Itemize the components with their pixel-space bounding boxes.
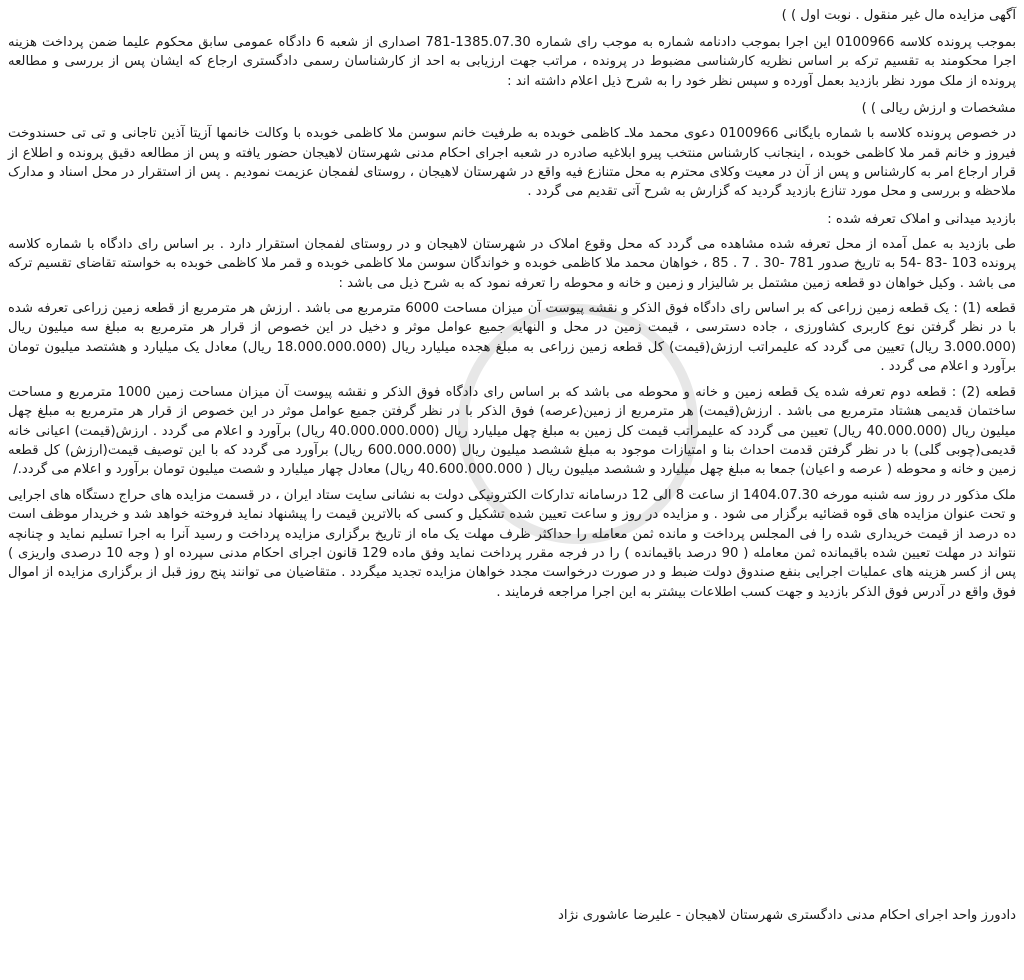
notice-title: آگهی مزایده مال غیر منقول . نوبت اول ) ) [781, 8, 1016, 23]
notice-content [8, 6, 1016, 602]
field-visit-paragraph: طی بازدید به عمل آمده از محل تعرفه شده مشاهده می گردد که محل وقوع املاک در شهرستان لاهیجان و در روستای لفمجان استقرار دارد . بر اساس رای دادگاه با شماره کلاسه پرونده 103 -83 -54 به تاریخ صدور 781 -30 . 7 . 85 ، خواهان محمد ملا کاظمی خوبده و خواندگان سوسن ملا کاظمی خوبده و قمر ملا کاظمی خوبده به خواسته تقاضای تقسیم ترکه می باشد . وکیل خواهان دو قطعه زمین مشتمل بر شالیزار و زمین و خانه و محوطه را تعرفه نمود که به شرح ذیل می باشد : [8, 236, 1017, 291]
specs-heading: مشخصات و ارزش ریالی ) ) [861, 101, 1016, 117]
parcel-2-paragraph: قطعه (2) : قطعه دوم تعرفه شده یک قطعه زمین و خانه و محوطه می باشد که بر اساس رای دادگاه فوق الذکر و نقشه پیوست آن میزان مساحت زمین 1000 مترمربع و مساحت ساختمان قدیمی هشتاد مترمربع می باشد . ارزش(قیمت) هر مترمربع از زمین(عرصه) فوق الذکر با در نظر گرفتن جمیع عوامل موثر در این خصوص از قرار هر مترمربع به مبلغ چهل میلیون ریال (40.000.000 ریال) تعیین می گردد که علیمراتب قیمت کل زمین به مبلغ چهل میلیارد ریال (40.000.000.000 ریال) برآورد و اعلام می گردد . ارزش(قیمت) اعیانی خانه قدیمی(چوبی گلی) با در نظر گرفتن قدمت احداث بنا و امتیازات موجود به مبلغ ششصد میلیون ریال (600.000.000 ریال) برآورد می گردد که با این توصیف قیمت(ارزش) کل قطعه زمین و خانه و محوطه ( عرصه و اعیان) جمعا به مبلغ چهل میلیارد و ششصد میلیون ریال ( 40.600.000.000 ریال) معادل چهار میلیارد و شصت میلیون تومان برآورد و اعلام می گردد./ [8, 384, 1016, 478]
specs-paragraph: در خصوص پرونده کلاسه با شماره بایگانی 0100966 دعوی محمد ملاـ کاظمی خوبده به طرفیت خانم سوسن ملا کاظمی خوبده با وکالت خانمها آزیتا آذین تاجانی و تی تی حسندوخت فیروز و خانم قمر ملا کاظمی خوبده ، اینجانب کارشناس منتخب پیرو ابلاغیه صادره در شعبه اجرای احکام مدنی شهرستان لاهیجان حضور یافته و پس از مطالعه دقیق پرونده و اطلاع از قرار ارجاع امر به کارشناس و پس از آن در معیت وکلای محترم به محل متنازع فیه واقع در شهرستان لاهیجان ، روستای لفمجان عزیمت نمودیم . پس از استقرار در محل اسناد و مدارک ملاحظه و بررسی و محل مورد تنازع بازدید گردید که گزارش به شرح آتی تقدیم می گردد . [8, 126, 1016, 200]
field-visit-heading: بازدید میدانی و املاک تعرفه شده : [827, 211, 1016, 227]
parcel-1-paragraph: قطعه (1) : یک قطعه زمین زراعی که بر اساس رای دادگاه فوق الذکر و نقشه پیوست آن میزان مساحت 6000 مترمربع می باشد . ارزش هر مترمربع از قطعه زمین زراعی تعرفه شده با در نظر گرفتن نوع کاربری کشاورزی ، جاده دسترسی ، قیمت زمین در محل و النهایه جمیع عوامل موثر و دخیل در این خصوص از قرار هر مترمربع به مبلغ سه میلیون ریال (3.000.000 ریال) تعیین می گردد که علیمراتب ارزش(قیمت) کل قطعه زمین زراعی به مبلغ هجده میلیارد ریال (18.000.000.000 ریال) معادل یک میلیارد و هشتصد میلیون تومان برآورد و اعلام می گردد . [8, 301, 1016, 375]
signature-line: دادورز واحد اجرای احکام مدنی دادگستری شهرستان لاهیجان - علیرضا عاشوری نژاد [558, 908, 1016, 923]
notice-page [8, 4, 1016, 980]
intro-paragraph: بموجب پرونده کلاسه 0100966 این اجرا بموجب دادنامه شماره به موجب رای شماره 1385.07.30-781 اصداری از شعبه 6 دادگاه عمومی سابق محکوم علیما ضمن پرداخت هزینه اجرا محکومند به تقسیم ترکه بر اساس نظریه کارشناسی مضبوط در پرونده ، مراتب جهت ارزیابی به احد از کارشناسان رسمی دادگستری ارجاع که ایشان پس از بررسی و مطالعه پرونده از ملک مورد نظر بازدید بعمل آورده و سپس نظر خود را به شرح ذیل اعلام داشته اند : [8, 35, 1017, 89]
auction-paragraph: ملک مذکور در روز سه شنبه مورخه 1404.07.30 از ساعت 8 الی 12 درسامانه تدارکات الکترونیکی دولت به نشانی سایت ستاد ایران ، در قسمت مزایده های حراج دستگاه های اجرایی و تحت عنوان مزایده های قوه قضائیه برگزار می شود . و مزایده در روز و ساعت تعیین شده تشکیل و کسی که بالاترین قیمت را پیشنهاد نماید فروخته خواهد شد و خریدار موظف است ده درصد از قیمت خریداری شده را فی المجلس پرداخت و مانده ثمن معامله را حداکثر ظرف مهلت یک ماه از تاریخ برگزاری مزایده پرداخت و رسید آنرا به اجرا تسلیم نماید و چنانچه نتواند در مهلت تعیین شده باقیمانده ثمن معامله ( 90 درصد باقیمانده ) را در فرجه مقرر پرداخت نماید وفق ماده 129 قانون اجرای احکام مدنی سپرده او ( وجه 10 درصدی واریزی ) پس از کسر هزینه های عملیات اجرایی بنفع صندوق دولت ضبط و در صورت درخواست مجدد خواهان مزایده تجدید میگردد . متقاضیان می توانند پنج روز قبل از برگزاری مزایده از اموال فوق واقع در آدرس فوق الذکر بازدید و جهت کسب اطلاعات بیشتر به این اجرا مراجعه فرمایند . [8, 487, 1016, 600]
